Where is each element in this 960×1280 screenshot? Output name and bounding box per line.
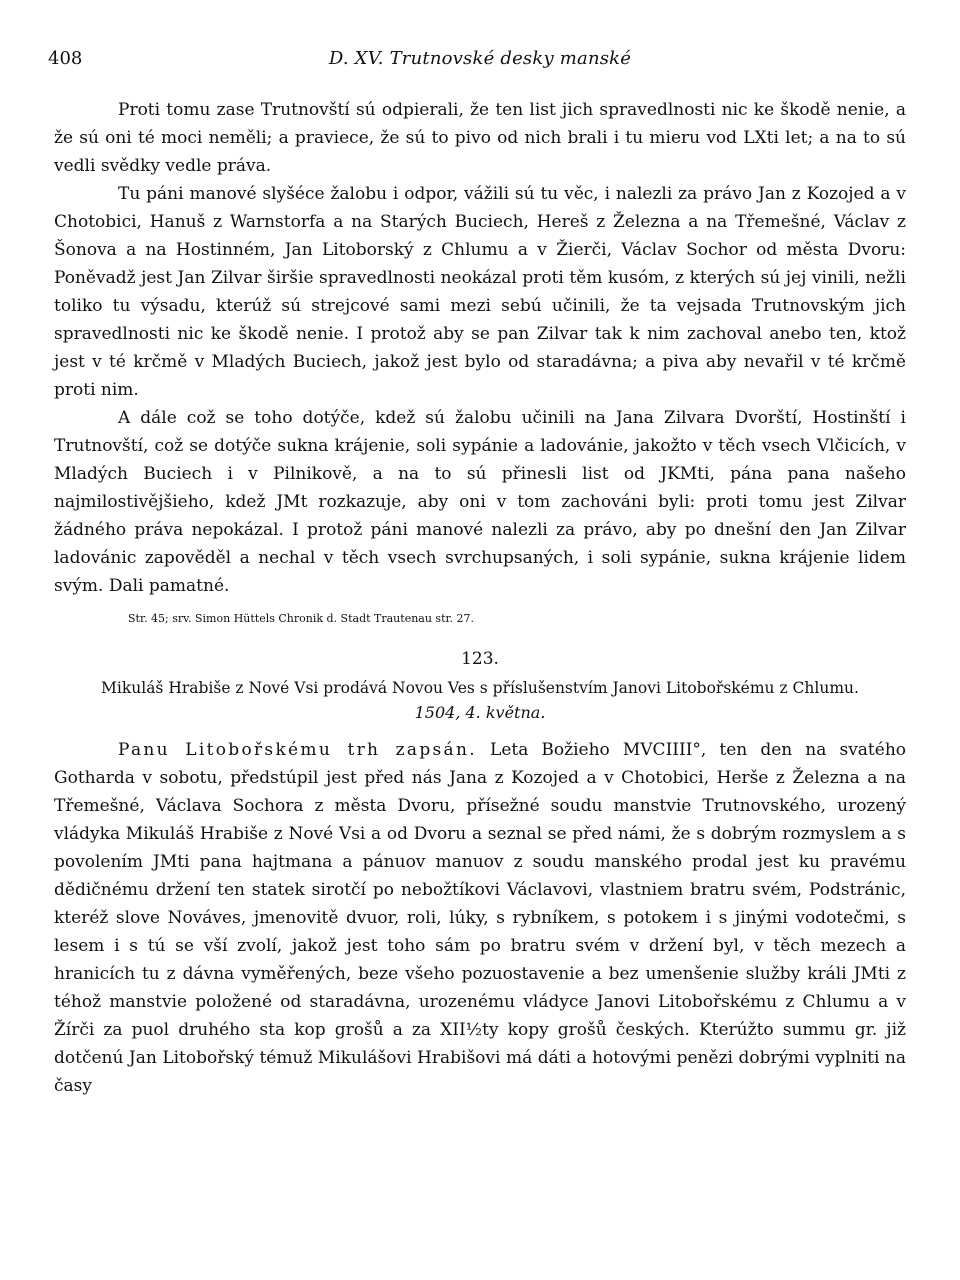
page-number: 408 — [48, 48, 83, 69]
book-page — [48, 40, 907, 1250]
paragraph: Tu páni manové slyšéce žalobu i odpor, vážili sú tu věc, i nalezli za právo Jan z Kozojed a v Chotobici, Hanuš z Warnstorfa a na Starých Buciech, Hereš z Železna a na Třemešné, Václav z Šonova a na Hostinném, Jan Litoborský z Chlumu a v Žierči, Václav Sochor od města Dvoru: Poněvadž jest Jan Zilvar širšie spravedlnosti neokázal proti těm kusóm, z kterých sú jej vinili, nežli toliko tu výsadu, kterúž sú strejcové sami mezi sebú učinili, že ta vejsada Trutnovským jich spravedlnosti nic ke škodě nenie. I protož aby se pan Zilvar tak k nim zachoval anebo ten, ktož jest v té krčmě v Mladých Buciech, jakož jest bylo od staradávna; a piva aby nevařil v té krčmě proti nim. — [54, 184, 906, 400]
entry-title: Mikuláš Hrabiše z Nové Vsi prodává Novou Ves s příslušenstvím Janovi Litobořskému z Chlumu. — [101, 679, 859, 697]
paragraph: A dále což se toho dotýče, kdež sú žalobu učinili na Jana Zilvara Dvorští, Hostinští i Trutnovští, což se dotýče sukna krájenie, soli sypánie a ladovánie, jakožto v těch vsech Vlčicích, v Mladých Buciech i v Pilnikově, a na to sú přinesli list od JKMti, pána pana našeho najmilostivějšieho, kdež JMt rozkazuje, aby oni v tom zachováni byli: proti tomu jest Zilvar žádného práva nepokázal. I protož páni manové nalezli za právo, aby po dnešní den Jan Zilvar ladovánic zapověděl a nechal v těch vsech svrchupsaných, i soli sypánie, sukna krájenie lidem svým. Dali pamatné. — [54, 408, 906, 596]
entry-date: 1504, 4. května. — [414, 703, 546, 722]
main-text — [54, 96, 906, 1100]
entry-paragraph — [54, 736, 906, 1100]
source-reference: Str. 45; srv. Simon Hüttels Chronik d. Stadt Trautenau str. 27. — [128, 612, 475, 625]
running-head: D. XV. Trutnovské desky manské — [328, 48, 632, 69]
page-header — [48, 40, 906, 80]
entry-lead: Panu Litobořskému trh zapsán. — [118, 740, 477, 760]
paragraph: Proti tomu zase Trutnovští sú odpierali, že ten list jich spravedlnosti nic ke škodě nenie, a že sú oni té moci neměli; a praviece, že sú to pivo od nich brali i tu mieru vod LXti let; a na to sú vedli svědky vedle práva. — [54, 100, 906, 176]
entry-number: 123. — [461, 649, 499, 669]
entry-text: Leta Božieho MVCIIII°, ten den na svatého Gotharda v sobotu, předstúpil jest před nás Jana z Kozojed a v Chotobici, Herše z Železna a na Třemešné, Václava Sochora z města Dvoru, přísežné soudu manstvie Trutnovského, urozený vládyka Mikuláš Hrabiše z Nové Vsi a od Dvoru a seznal se před námi, že s dobrým rozmyslem a s povolením JMti pana hajtmana a pánuov manuov z soudu manského prodal jest ku pravému dědičnému držení ten statek sirotčí po nebožtíkovi Václavovi, vlastniem bratru svém, Podstránic, kteréž slove Nováves, jmenovitě dvuor, roli, lúky, s rybníkem, s potokem i s jinými vodotečmi, s lesem i s tú se vší zvolí, jakož jest toho sám po bratru svém v držení byl, v těch mezech a hranicích tu z dávna vyměřených, beze všeho pozuostavenie a bez umenšenie služby králi JMti z téhož manstvie položené od staradávna, urozenému vládyce Janovi Litobořskému z Chlumu a v Žírči za puol druhého sta kop grošů a za XII½ty kopy grošů českých. Kterúžto summu gr. již dotčenú Jan Litobořský témuž Mikulášovi Hrabišovi má dáti a hotovými penězi dobrými vyplniti na časy — [54, 740, 907, 1096]
